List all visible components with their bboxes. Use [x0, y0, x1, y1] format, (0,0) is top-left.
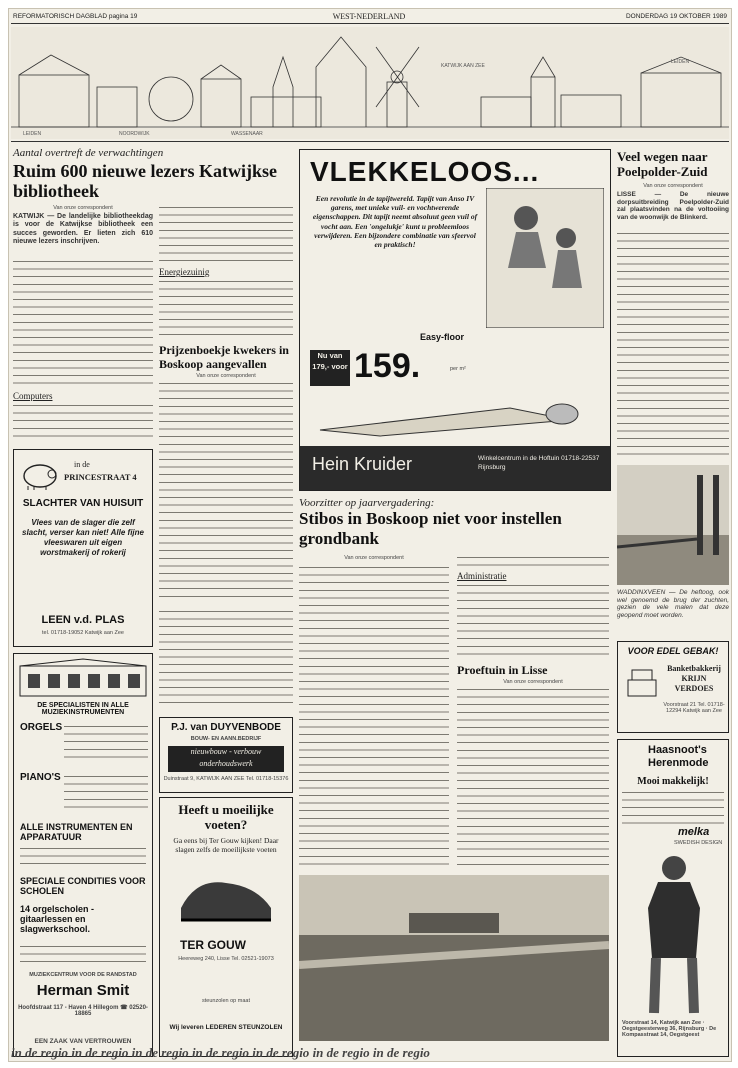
katwijk-subhead-computers: Computers [13, 391, 53, 401]
duyvenbode-sub: BOUW- EN AANN.BEDRIJF [190, 736, 262, 742]
bridge-photo [617, 465, 729, 585]
poelpolder-byline: Van onze correspondent [643, 183, 703, 189]
katwijk-body-text [13, 259, 153, 389]
banner-label-3: NOORDWIJK [119, 131, 150, 137]
vlekkeloos-store-info: Winkelcentrum in de Hoftuin 01718-22537 Rijnsburg [478, 455, 600, 471]
stibos-kicker: Voorzitter op jaarvergadering: [299, 497, 435, 509]
slachter-street: PRINCESTRAAT 4 [64, 472, 137, 482]
katwijk-kicker: Aantal overtreft de verwachtingen [13, 147, 164, 159]
bridge-caption: WADDINXVEEN — De heftoog, ook wel genoemd de brug der zuchten, gezien de vele malen dat deze geopend moet worden. [617, 589, 729, 619]
poelpolder-lead: LISSE — De nieuwe dorpsuitbreiding Poelpolder-Zuid zal plaatsvinden na de voltooiing van de woonwijk de Blinkerd. [617, 191, 729, 221]
poelpolder-headline: Veel wegen naar Poelpolder-Zuid [617, 149, 708, 179]
stibos-headline: Stibos in Boskoop niet voor instellen grondbank [299, 509, 562, 548]
footer-repeat: in de regio [11, 1045, 69, 1060]
muziek-ad [13, 653, 153, 1057]
cake-icon [624, 664, 660, 700]
newspaper-page [8, 8, 732, 1062]
stibos-subhead: Administratie [457, 571, 507, 581]
header-section: WEST-NEDERLAND [332, 12, 406, 21]
pig-icon [20, 456, 60, 490]
header-date: DONDERDAG 19 OKTOBER 1989 [625, 13, 727, 20]
vlekkeloos-ad [299, 149, 611, 491]
haasnoot-slogan: Mooi makkelijk! [637, 776, 709, 787]
gouw-ad [159, 797, 293, 1057]
katwijk-lead: KATWIJK — De landelijke bibliotheekdag is voor de Katwijkse bibliotheek een succes geworden. Er lieten zich 610 nieuwe lezers inschrijven. [13, 213, 153, 246]
katwijk-headline: Ruim 600 nieuwe lezers Katwijkse bibliotheek [13, 161, 277, 201]
vlekkeloos-price-label: Nu van 179,- voor [310, 350, 350, 386]
proeftuin-byline: Van onze correspondent [503, 679, 563, 685]
vlekkeloos-title: VLEKKELOOS... [310, 156, 540, 187]
slachter-text: Vlees van de slager die zelf slacht, verser kan niet! Alle fijne vleeswaren uit eigen worstmakerij of rokerij [22, 518, 144, 557]
footer-repeat: in de regio [312, 1045, 370, 1060]
gouw-extra: steunzolen op maat [201, 998, 250, 1004]
carpet-roll-illustration [310, 390, 600, 440]
prijzen-headline: Prijzenboekje kwekers in Boskoop aangevallen [159, 343, 289, 371]
header-rule [11, 23, 729, 24]
banner-label-4: WASSENAAR [231, 131, 263, 137]
banner-label-2: KATWIJK AAN ZEE [441, 63, 485, 69]
muziek-orgels: ORGELS [20, 722, 63, 733]
vlekkeloos-per: per m² [450, 366, 466, 372]
slachter-title: SLACHTER VAN HUISUIT [22, 498, 144, 509]
muziek-addr: Hoofdstraat 117 - Haven 4 Hillegom ☎ 02520-18865 [18, 1005, 148, 1017]
gouw-store: TER GOUW [180, 938, 246, 952]
greenhouse-photo [299, 875, 609, 1041]
muziek-title: DE SPECIALISTEN IN ALLE MUZIEKINSTRUMENTEN [37, 702, 129, 716]
edel-shop: Banketbakkerij KRIJN VERDOES [667, 664, 721, 693]
town-skyline-illustration [11, 27, 729, 139]
gouw-text: Ga eens bij Ter Gouw kijken! Daar slagen zelfs de moeilijkste voeten [173, 836, 279, 854]
gouw-footer: Wij leveren LEDEREN STEUNZOLEN [169, 1024, 283, 1031]
edel-title: VOOR EDEL GEBAK! [627, 646, 719, 656]
vlekkeloos-store: Hein Kruider [312, 454, 413, 474]
edel-addr: Voorstraat 21 Tel. 01718-12294 Katwijk aan Zee [663, 702, 725, 714]
banner-label-5: LEIDEN [671, 59, 690, 65]
prijzen-byline: Van onze correspondent [196, 373, 256, 379]
muziek-alle: ALLE INSTRUMENTEN EN APPARATUUR [20, 822, 133, 842]
slachter-ad [13, 449, 153, 647]
vlekkeloos-text: Een revolutie in de tapijtwereld. Tapijt van Anso IV garens, met unieke vuil- en vochtwerende eigenschappen. Dit tapijt neemt absoluut geen vuil of vocht aan. Een 'ongelukje' kunt u probleemloos verwijderen. Een bijzondere combinatie van sfeervol en praktisch! [312, 194, 478, 250]
slachter-phone: tel. 01718-19052 Katwijk aan Zee [42, 630, 124, 636]
shop-front-illustration [18, 658, 148, 698]
duyvenbode-addr: Duinstraat 9, KATWIJK AAN ZEE Tel. 01718-15376 [163, 776, 289, 782]
duyvenbode-services: nieuwbouw - verbouw onderhoudswerk [168, 746, 284, 772]
muziek-motto: EEN ZAAK VAN VERTROUWEN [34, 1038, 132, 1045]
muziek-speciale: SPECIALE CONDITIES VOOR SCHOLEN [20, 876, 146, 896]
gouw-title: Heeft u moeilijke voeten? [178, 802, 274, 832]
gouw-addr: Heereweg 240, Lisse Tel. 02521-19073 [178, 956, 274, 962]
banner-label-1: LEIDEN [23, 131, 42, 137]
slachter-pre: in de [74, 460, 90, 469]
vlekkeloos-product: Easy-floor [420, 332, 465, 342]
duyvenbode-ad [159, 717, 293, 793]
vlekkeloos-price: 159. [354, 347, 421, 385]
proeftuin-headline: Proeftuin in Lisse [457, 663, 548, 677]
footer-repeat: in de regio [372, 1045, 430, 1060]
haasnoot-title: Haasnoot's Herenmode [648, 744, 709, 769]
katwijk-subhead-energie: Energiezuinig [159, 267, 210, 277]
haasnoot-ad [617, 739, 729, 1057]
shoe-illustration [176, 868, 276, 928]
muziek-gitaar: 14 orgelscholen - gitaarlessen en slagwerkschool. [20, 904, 95, 934]
footer-repeat: in de regio [131, 1045, 189, 1060]
duyvenbode-name: P.J. van DUYVENBODE [171, 722, 281, 733]
haasnoot-brand-sub: SWEDISH DESIGN [674, 840, 723, 846]
haasnoot-brand: melka [678, 826, 710, 838]
footer-repeat: in de regio [191, 1045, 249, 1060]
footer-repeat: in de regio [252, 1045, 310, 1060]
katwijk-byline: Van onze correspondent [53, 205, 113, 211]
muziek-centrum: MUZIEKCENTRUM VOOR DE RANDSTAD [29, 972, 137, 978]
edel-ad [617, 641, 729, 733]
man-in-jacket-illustration [624, 848, 722, 1016]
footer-strip [11, 1045, 729, 1061]
header-left: REFORMATORISCH DAGBLAD pagina 19 [13, 13, 138, 20]
haasnoot-addr: Voorstraat 14, Katwijk aan Zee · Oegstgeesterweg 36, Rijnsburg · De Kompasstraat 14, Oegstgeest [622, 1020, 717, 1038]
family-illustration [486, 188, 604, 328]
muziek-pianos: PIANO'S [20, 772, 61, 783]
stibos-byline: Van onze correspondent [344, 555, 404, 561]
footer-repeat: in de regio [71, 1045, 129, 1060]
muziek-store: Herman Smit [36, 982, 130, 999]
slachter-owner: LEEN v.d. PLAS [41, 614, 125, 626]
